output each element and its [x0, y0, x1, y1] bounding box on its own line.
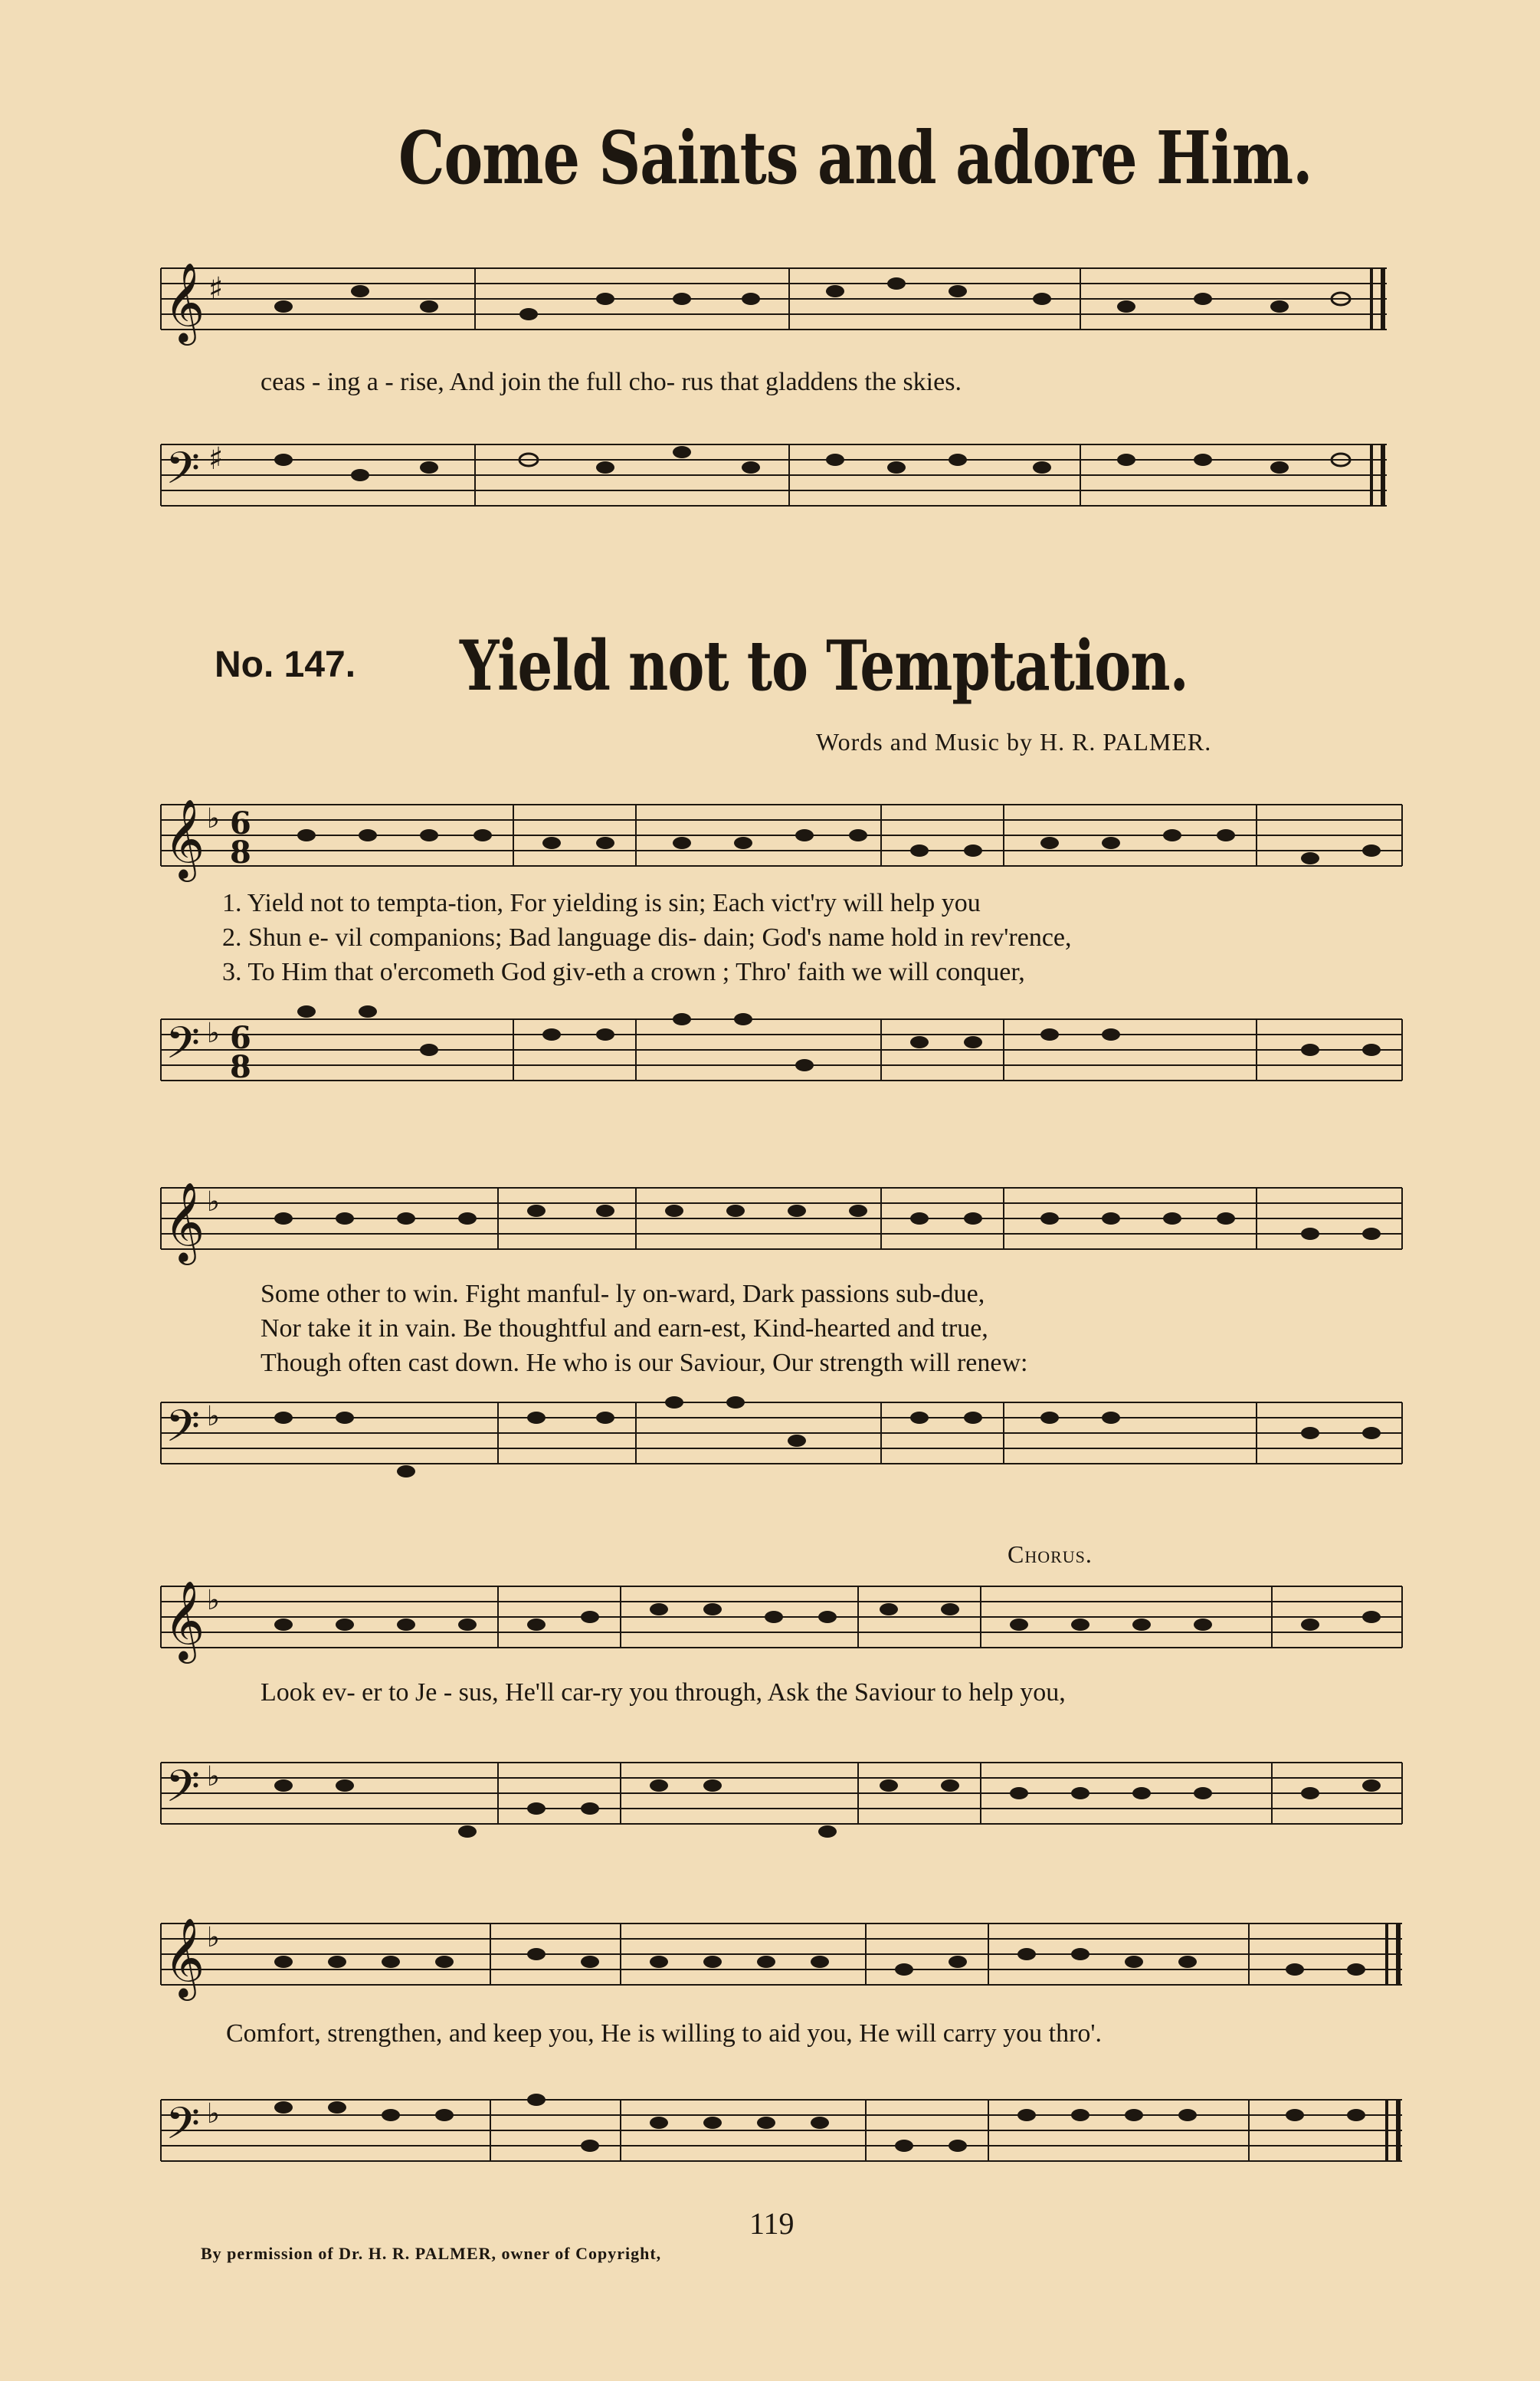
treble-staff — [146, 1172, 1410, 1264]
svg-text:𝄢: 𝄢 — [165, 1760, 201, 1823]
lyric-line: 1. Yield not to tempta-tion, For yielding is sin; Each vict'ry will help you — [222, 889, 981, 917]
lyric-line: Though often cast down. He who is our Saviour, Our strength will renew: — [260, 1349, 1028, 1377]
chorus-label: Chorus. — [1008, 1540, 1093, 1568]
music-system-1 — [146, 253, 1410, 544]
bass-staff — [146, 429, 1410, 521]
svg-text:𝄞: 𝄞 — [164, 799, 205, 879]
top-title: Come Saints and adore Him. — [398, 115, 1312, 201]
lyric-line: Look ev- er to Je - sus, He'll car-ry you through, Ask the Saviour to help you, — [260, 1678, 1066, 1707]
bass-staff — [146, 1004, 1410, 1096]
svg-text:8: 8 — [230, 1049, 251, 1085]
bass-staff — [146, 1747, 1410, 1839]
bass-staff — [146, 1387, 1410, 1479]
svg-text:♭: ♭ — [207, 2098, 220, 2130]
svg-text:♭: ♭ — [207, 803, 220, 835]
music-system-2 — [146, 774, 1410, 1111]
svg-text:6: 6 — [230, 805, 251, 841]
lyric-line: ceas - ing a - rise, And join the full cho- rus that gladdens the skies. — [260, 368, 962, 396]
svg-text:𝄢: 𝄢 — [165, 1400, 201, 1463]
svg-text:♭: ♭ — [207, 1018, 220, 1049]
svg-text:♭: ♭ — [207, 1186, 220, 1218]
svg-text:𝄢: 𝄢 — [165, 2097, 201, 2160]
svg-text:♭: ♭ — [207, 1922, 220, 1953]
svg-text:𝄢: 𝄢 — [165, 1017, 201, 1080]
lyric-line: Some other to win. Fight manful- ly on-ward, Dark passions sub-due, — [260, 1280, 985, 1308]
music-system-3 — [146, 1157, 1410, 1494]
treble-staff — [146, 253, 1410, 345]
page-number: 119 — [749, 2206, 795, 2241]
svg-text:6: 6 — [230, 1020, 251, 1056]
music-system-4 — [146, 1540, 1410, 1878]
hymn-title: Yield not to Temptation. — [460, 625, 1188, 707]
lyric-line: 2. Shun e- vil companions; Bad language dis- dain; God's name hold in rev'rence, — [222, 923, 1072, 952]
lyric-line: Comfort, strengthen, and keep you, He is willing to aid you, He will carry you thro'. — [226, 2019, 1103, 2048]
svg-text:𝄞: 𝄞 — [164, 262, 205, 343]
bass-staff — [146, 2084, 1410, 2176]
treble-staff — [146, 1908, 1410, 2000]
svg-text:♭: ♭ — [207, 1761, 220, 1792]
treble-staff — [146, 789, 1410, 881]
svg-text:♯: ♯ — [208, 441, 224, 477]
music-system-5 — [146, 1878, 1410, 2199]
svg-text:𝄞: 𝄞 — [164, 1917, 205, 1998]
svg-text:𝄢: 𝄢 — [165, 442, 201, 505]
svg-text:♭: ♭ — [207, 1585, 220, 1616]
treble-staff — [146, 1571, 1410, 1663]
hymn-number: No. 147. — [215, 644, 356, 685]
svg-text:𝄞: 𝄞 — [164, 1182, 205, 1262]
credit-line: Words and Music by H. R. PALMER. — [816, 728, 1212, 756]
lyric-line: Nor take it in vain. Be thoughtful and earn-est, Kind-hearted and true, — [260, 1314, 988, 1343]
copyright-footer: By permission of Dr. H. R. PALMER, owner of Copyright, — [201, 2244, 662, 2263]
lyric-line: 3. To Him that o'ercometh God giv-eth a crown ; Thro' faith we will conquer, — [222, 958, 1025, 986]
svg-text:♭: ♭ — [207, 1401, 220, 1432]
svg-text:𝄞: 𝄞 — [164, 1580, 205, 1661]
svg-text:♯: ♯ — [208, 271, 224, 307]
svg-text:8: 8 — [230, 835, 251, 871]
